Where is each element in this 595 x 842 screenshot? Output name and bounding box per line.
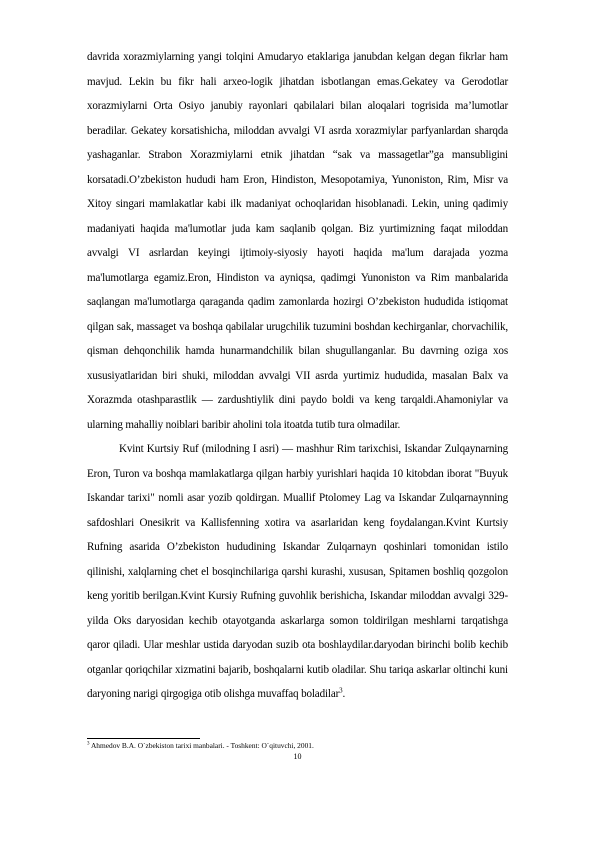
paragraph-2-end: . (342, 688, 346, 700)
paragraph-2-text: Kvint Kurtsiy Ruf (milodning I asri) — mashhur Rim tarixchisi, Iskandar Zulqaynarning Eron, Turon va boshqa mamlakatlarga qilgan harbiy yurishlari haqida 10 kitobdan iborat "Buyuk Iskandar tarixi" nomli asar yozib qoldirgan. Muallif Ptolomey Lag va Iskandar Zulqarnaynning safdoshlari Onesikrit va Kallisfenning xotira va asarlaridan keng foydalangan.Kvint Kurtsiy Rufning asarida O’zbekiston hududining Iskandar Zulqarnayn qoshinlari tomonidan istilo qilinishi, xalqlarning chet el bosqinchilariga qarshi kurashi, xususan, Spitamen boshliq qozgolon keng yoritib berilgan.Kvint Kursiy Rufning guvohlik berishicha, Iskandar miloddan avvalgi 329-yilda Oks daryosidan kechib otayotganda askarlarga somon toldirilgan meshlarni tarqatishga qaror qiladi. Ular meshlar ustida daryodan suzib ota boshlaydilar.daryodan birinchi bolib kechib otganlar qoriqchilar xizmatini bajarib, boshqalarni kutib oladilar. Shu tariqa askarlar oltinchi kuni daryoning narigi qirgogiga otib olishga muvaffaq boladilar (87, 443, 508, 700)
paragraph-2 (87, 437, 508, 707)
footnote-text: Ahmedov B.A. O`zbekiston tarixi manbalari. - Toshkent: O`qituvchi, 2001. (89, 741, 314, 750)
footnote (87, 741, 508, 751)
footnote-reference[interactable]: 3 (339, 686, 343, 695)
paragraph-1: davrida xorazmiylarning yangi tolqini Amudaryo etaklariga janubdan kelgan degan fikrlar ham mavjud. Lekin bu fikr hali arxeo-logik jihatdan isbotlangan emas.Gekatey va Gerodotlar xorazmiylarni Orta Osiyo janubiy rayonlari qabilalari bilan aloqalari togrisida ma’lumotlar beradilar. Gekatey korsatishicha, miloddan avvalgi VI asrda xorazmiylar parfyanlardan sharqda yashaganlar. Strabon Xorazmiylarni etnik jihatdan “sak va massagetlar”ga mansubligini korsatadi.O’zbekiston hududi ham Eron, Hindiston, Mesopotamiya, Yunoniston, Rim, Misr va Xitoy singari mamlakatlar kabi ilk madaniyat ochoqlaridan hisoblanadi. Lekin, uning qadimiy madaniyati haqida ma'lumotlar juda kam saqlanib qolgan. Biz yurtimizning faqat miloddan avvalgi VI asrlardan keyingi ijtimoiy-siyosiy hayoti haqida ma'lum darajada yozma ma'lumotlarga egamiz.Eron, Hindiston va ayniqsa, qadimgi Yunoniston va Rim manbalarida saqlangan ma'lumotlarga qaraganda qadim zamonlarda hozirgi O’zbekiston hududida istiqomat qilgan sak, massaget va boshqa qabilalar urugchilik tuzumini boshdan kechirganlar, chorvachilik, qisman dehqonchilik hamda hunarmandchilik bilan shugullanganlar. Bu davrning oziga xos xususiyatlaridan biri shuki, miloddan avvalgi VII asrda yurtimiz hududida, masalan Balx va Xorazmda otashparastlik — zardushtiylik dini paydo boldi va keng tarqaldi.Ahamoniylar va ularning mahalliy noiblari baribir aholini tola itoatda tutib tura olmadilar. (87, 51, 508, 431)
footnote-divider (87, 738, 200, 739)
body-text (87, 45, 508, 707)
page-number: 10 (293, 752, 302, 761)
footnote-marker: 3 (87, 741, 90, 747)
